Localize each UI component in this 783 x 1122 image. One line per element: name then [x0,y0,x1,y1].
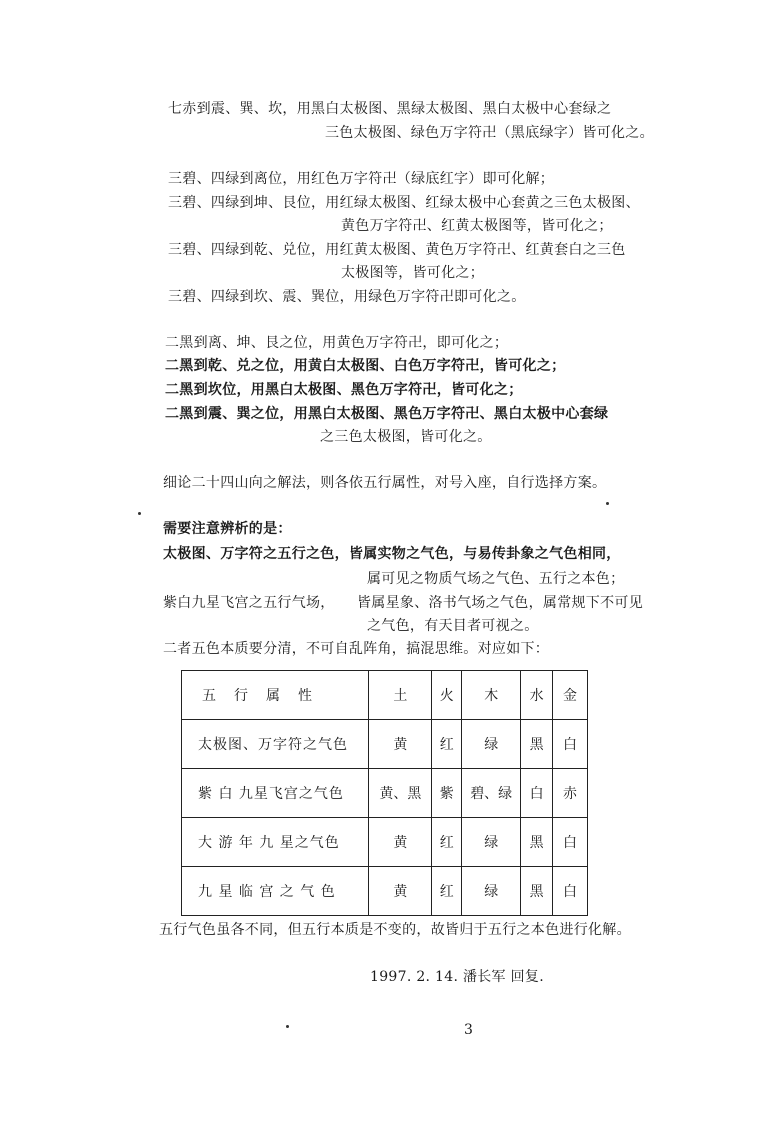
table-row [182,818,588,867]
table-cell: 白 [553,720,588,769]
table-cell: 黄 [369,818,432,867]
text-line-13: 之三色太极图，皆可化之。 [320,429,492,445]
table-cell: 红 [432,720,462,769]
text-line-21: 五行气色虽各不同，但五行本质是不变的，故皆归于五行之本色进行化解。 [159,922,631,938]
table-cell: 大 游 年 九 星之气色 [182,818,369,867]
text-line-10: 二黑到乾、兑之位，用黄白太极图、白色万字符卍，皆可化之； [165,358,566,374]
scan-speck [606,502,609,505]
table-header-cell: 木 [462,671,521,720]
text-line-4: 三碧、四绿到坤、艮位，用红绿太极图、红绿太极中心套黄之三色太极图、 [168,195,640,211]
table-header-cell: 火 [432,671,462,720]
table-cell: 白 [553,818,588,867]
text-line-11: 二黑到坎位，用黑白太极图、黑色万字符卍，皆可化之； [165,382,523,398]
table-cell: 绿 [462,720,521,769]
table-cell: 红 [432,818,462,867]
table-cell: 黑 [521,720,553,769]
table-cell: 绿 [462,818,521,867]
table-header-row [182,671,588,720]
scan-speck [286,1025,289,1028]
table-header-cell: 水 [521,671,553,720]
text-line-3: 三碧、四绿到离位，用红色万字符卍（绿底红字）即可化解； [168,171,555,187]
page-number: 3 [464,1022,473,1038]
text-line-17: 属可见之物质气场之气色、五行之本色； [367,571,625,587]
table-cell: 碧、绿 [462,769,521,818]
text-line-19: 之气色，有天目者可视之。 [367,618,539,634]
table-row [182,867,588,916]
table-row [182,720,588,769]
table-cell: 白 [553,867,588,916]
table-cell: 白 [521,769,553,818]
text-line-1: 七赤到震、巽、坎，用黑白太极图、黑绿太极图、黑白太极中心套绿之 [168,101,612,117]
table-header-cell: 金 [553,671,588,720]
table-header-cell: 土 [369,671,432,720]
table-cell: 太极图、万字符之气色 [182,720,369,769]
table-cell: 绿 [462,867,521,916]
table-cell: 红 [432,867,462,916]
table-cell: 赤 [553,769,588,818]
table-cell: 黄 [369,720,432,769]
table-cell: 黑 [521,867,553,916]
five-elements-table [181,670,588,916]
text-line-9: 二黑到离、坤、艮之位，用黄色万字符卍，即可化之； [165,335,509,351]
text-line-7: 太极图等，皆可化之； [341,265,484,281]
text-line-15: 需要注意辨析的是： [163,521,292,537]
text-line-5: 黄色万字符卍、红黄太极图等，皆可化之； [341,218,613,234]
table-cell: 黄、黑 [369,769,432,818]
signature-line: 1997. 2. 14. 潘长军 回复. [370,969,544,985]
table-cell: 紫 白 九星飞宫之气色 [182,769,369,818]
text-line-18a: 紫白九星飞宫之五行气场， [163,595,335,611]
text-line-12: 二黑到震、巽之位，用黑白太极图、黑色万字符卍、黑白太极中心套绿 [165,406,609,422]
scan-speck [138,512,141,515]
text-line-8: 三碧、四绿到坎、震、巽位，用绿色万字符卍即可化之。 [168,289,526,305]
text-line-6: 三碧、四绿到乾、兑位，用红黄太极图、黄色万字符卍、红黄套白之三色 [168,242,626,258]
text-line-20: 二者五色本质要分清，不可自乱阵角，搞混思维。对应如下： [163,641,550,657]
table-cell: 黑 [521,818,553,867]
text-line-2: 三色太极图、绿色万字符卍（黑底绿字）皆可化之。 [325,125,654,141]
text-line-16: 太极图、万字符之五行之色，皆属实物之气色，与易传卦象之气色相同， [163,546,621,562]
table-cell: 黄 [369,867,432,916]
text-line-18b: 皆属星象、洛书气场之气色，属常规下不可见 [357,595,643,611]
table-cell: 九 星 临 宫 之 气 色 [182,867,369,916]
text-line-14: 细论二十四山向之解法，则各依五行属性，对号入座，自行选择方案。 [163,475,607,491]
table-row [182,769,588,818]
table-cell: 紫 [432,769,462,818]
table-header-cell: 五 行 属 性 [182,671,369,720]
